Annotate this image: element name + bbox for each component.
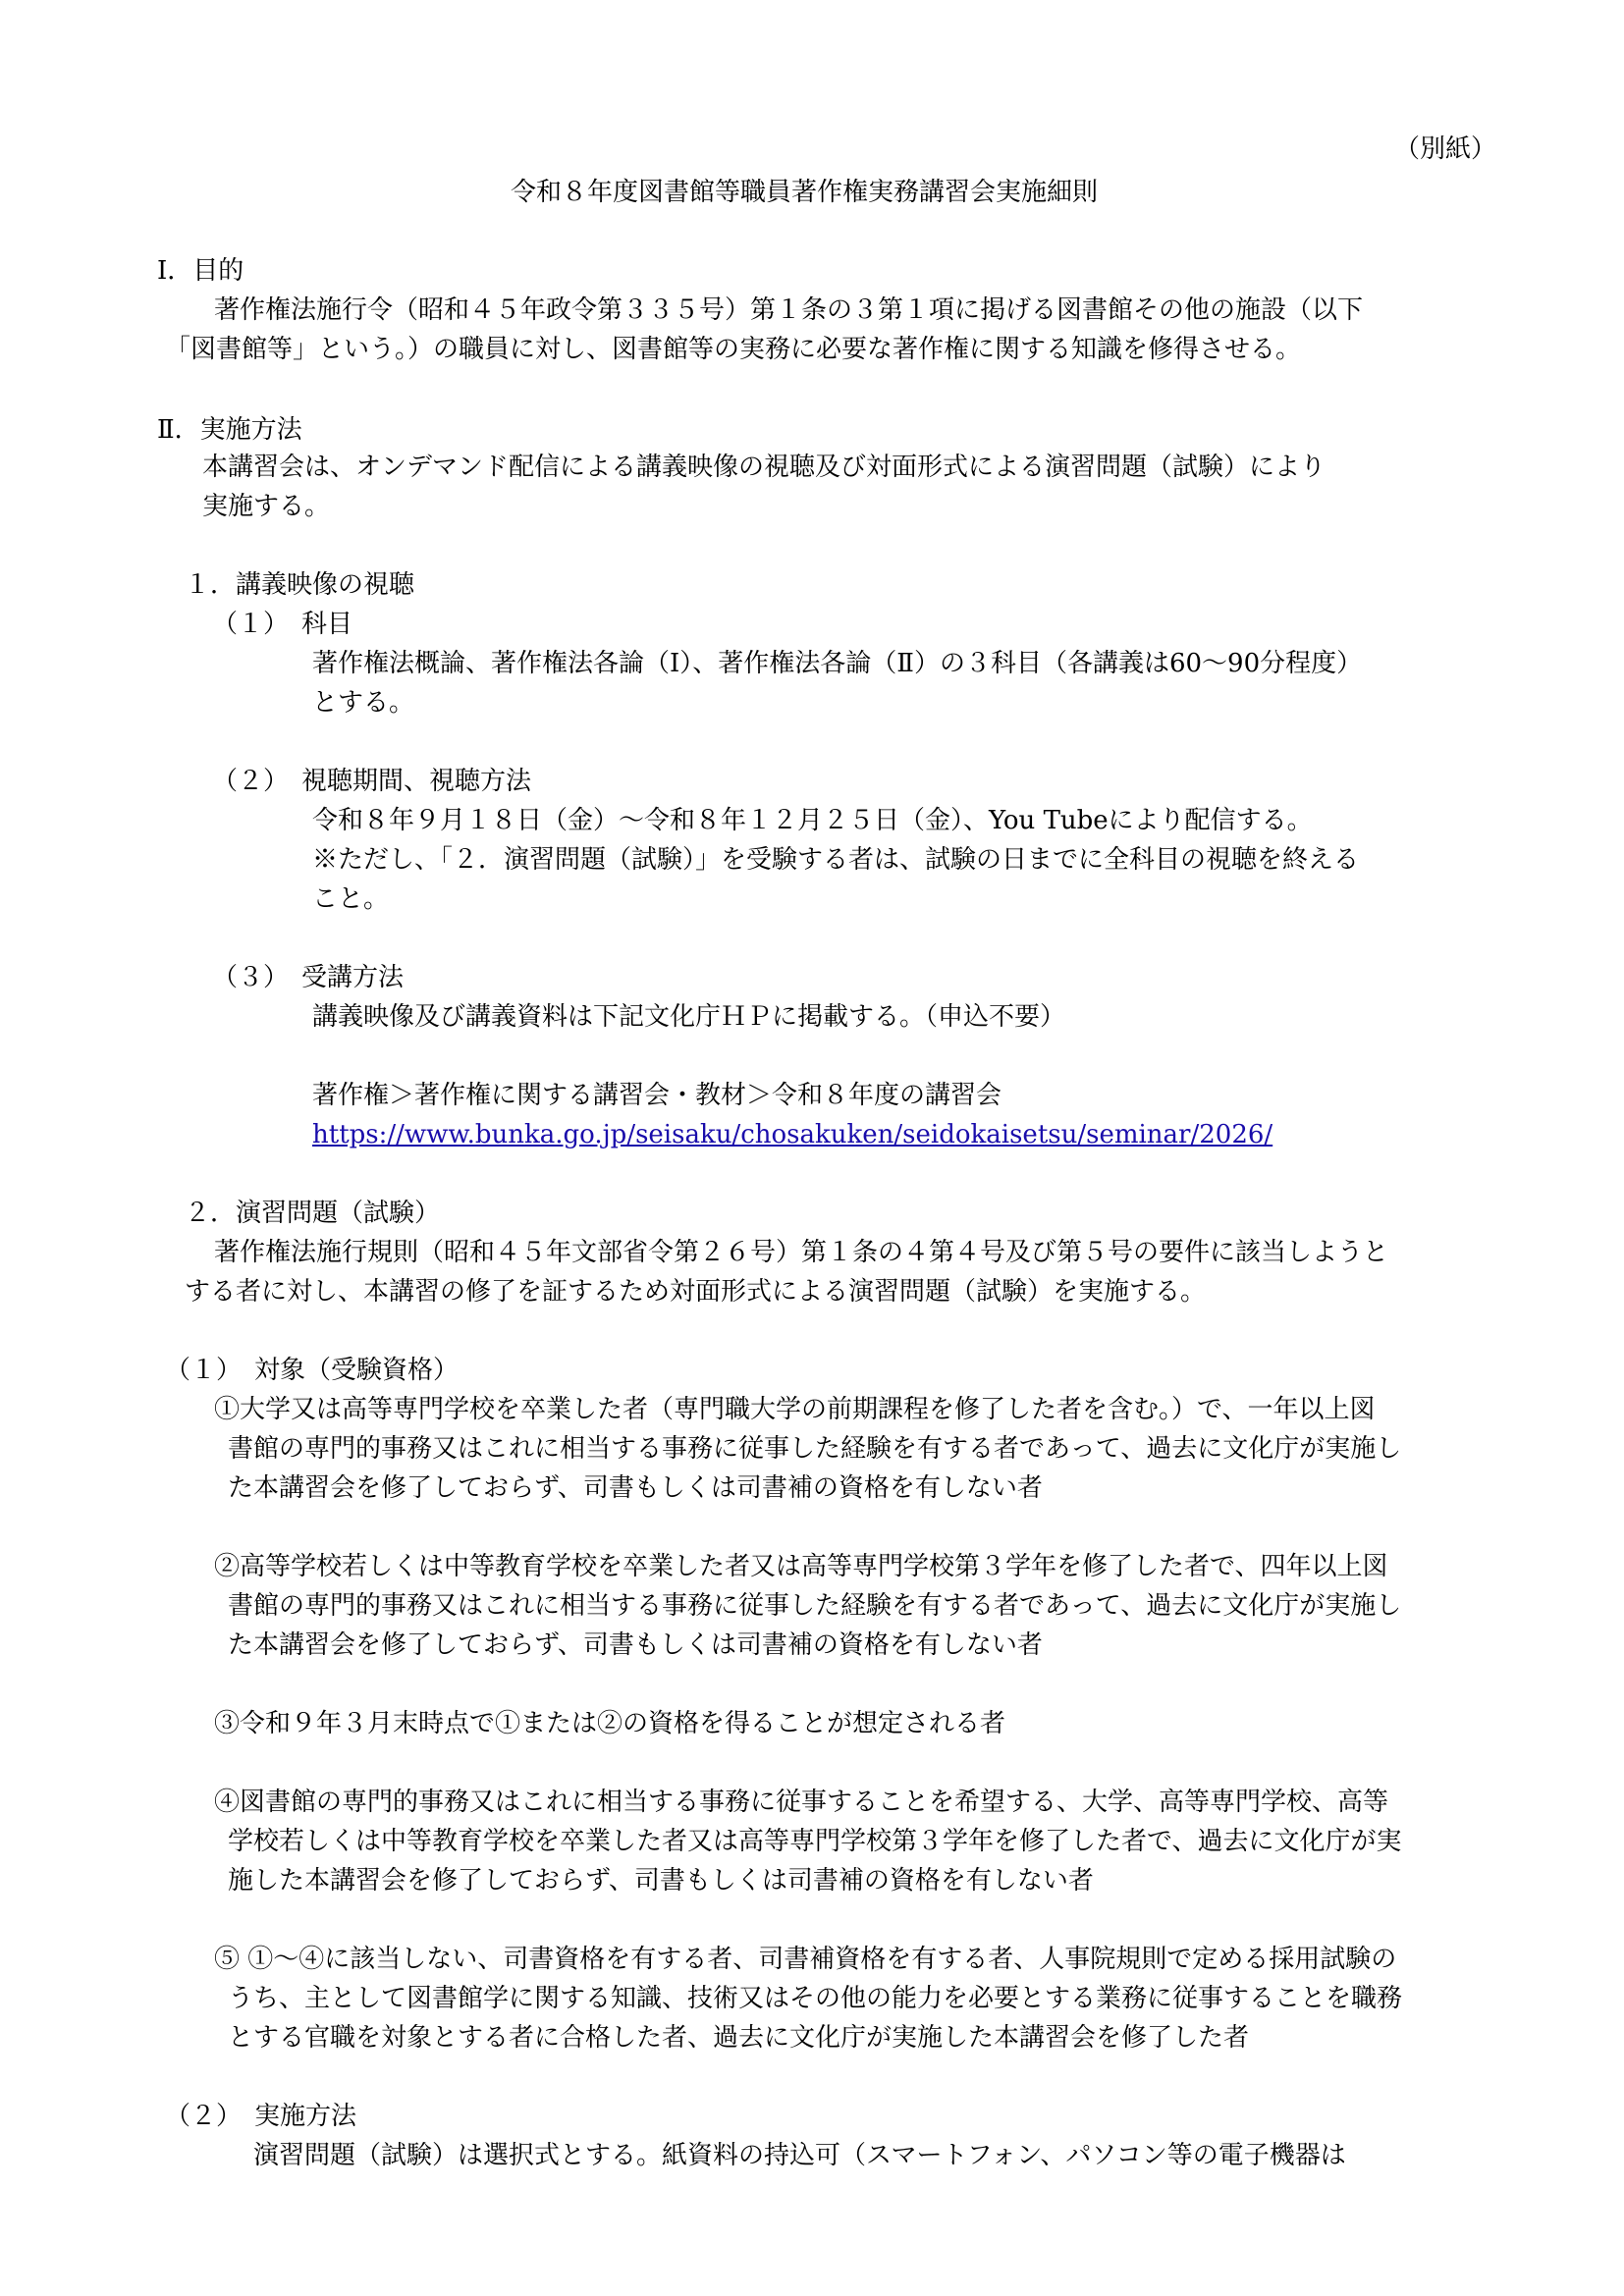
item-1-text: 著作権法概論、著作権法各論（Ⅰ）、著作権法各論（Ⅱ）の３科目（各講義は60～90分程度） — [312, 649, 1363, 678]
section-1-heading: Ⅰ．目的 — [157, 256, 244, 286]
eligibility-item: 学校若しくは中等教育学校を卒業した者又は高等専門学校第３学年を修了した者で、過去に文化庁が実 — [228, 1827, 1402, 1856]
section-1-text: 「図書館等」という。）の職員に対し、図書館等の実務に必要な著作権に関する知識を修得させる。 — [165, 335, 1302, 364]
eligibility-label: （１） 対象（受験資格） — [165, 1356, 460, 1385]
bunka-url-link[interactable]: https://www.bunka.go.jp/seisaku/chosakuken/seidokaisetsu/seminar/2026/ — [312, 1120, 1273, 1149]
eligibility-item: ⑤ ①～④に該当しない、司書資格を有する者、司書補資格を有する者、人事院規則で定める採用試験の — [214, 1945, 1397, 1974]
method-label: （２） 実施方法 — [165, 2102, 357, 2131]
item-2-note: ※ただし、「２．演習問題（試験）」を受験する者は、試験の日までに全科目の視聴を終える — [312, 845, 1360, 875]
section-2-text: 本講習会は、オンデマンド配信による講義映像の視聴及び対面形式による演習問題（試験）により — [202, 453, 1326, 482]
item-2-text: 令和８年９月１８日（金）～令和８年１２月２５日（金）、You Tubeにより配信する。 — [312, 806, 1313, 835]
eligibility-item: た本講習会を修了しておらず、司書もしくは司書補の資格を有しない者 — [228, 1630, 1043, 1660]
eligibility-item: ②高等学校若しくは中等教育学校を卒業した者又は高等専門学校第３学年を修了した者で、四年以上図 — [214, 1552, 1388, 1581]
section-2-heading: Ⅱ．実施方法 — [157, 415, 302, 445]
eligibility-item: ①大学又は高等専門学校を卒業した者（専門職大学の前期課程を修了した者を含む。）で、一年以上図 — [214, 1395, 1376, 1424]
eligibility-item: 施した本講習会を修了しておらず、司書もしくは司書補の資格を有しない者 — [228, 1866, 1094, 1896]
part-2-text: 著作権法施行規則（昭和４５年文部省令第２６号）第１条の４第４号及び第５号の要件に該当しようと — [214, 1238, 1389, 1267]
part-2-text: する者に対し、本講習の修了を証するため対面形式による演習問題（試験）を実施する。 — [185, 1277, 1207, 1307]
item-3-text: 講義映像及び講義資料は下記文化庁ＨＰに掲載する。（申込不要） — [312, 1002, 1066, 1032]
eligibility-item: うち、主として図書館学に関する知識、技術又はその他の能力を必要とする業務に従事することを職務 — [228, 1984, 1403, 2013]
method-text: 演習問題（試験）は選択式とする。紙資料の持込可（スマートフォン、パソコン等の電子機器は — [253, 2141, 1346, 2170]
section-2-text: 実施する。 — [202, 492, 331, 521]
item-3-label: （３） 受講方法 — [212, 963, 405, 992]
item-1-label: （１） 科目 — [212, 610, 353, 639]
item-2-note: こと。 — [312, 884, 390, 914]
part-1-heading: １．講義映像の視聴 — [185, 570, 415, 600]
part-2-heading: ２．演習問題（試験） — [185, 1199, 441, 1228]
eligibility-item: とする官職を対象とする者に合格した者、過去に文化庁が実施した本講習会を修了した者 — [228, 2023, 1250, 2053]
eligibility-item: 書館の専門的事務又はこれに相当する事務に従事した経験を有する者であって、過去に文化庁が実施し — [228, 1434, 1402, 1464]
eligibility-item: 書館の専門的事務又はこれに相当する事務に従事した経験を有する者であって、過去に文化庁が実施し — [228, 1591, 1402, 1621]
attachment-label: （別紙） — [1394, 134, 1497, 164]
item-2-label: （２） 視聴期間、視聴方法 — [212, 767, 532, 796]
breadcrumb: 著作権＞著作権に関する講習会・教材＞令和８年度の講習会 — [312, 1081, 1002, 1110]
section-1-text: 著作権法施行令（昭和４５年政令第３３５号）第１条の３第１項に掲げる図書館その他の施設（以下 — [214, 295, 1364, 325]
eligibility-item: ③令和９年３月末時点で①または②の資格を得ることが想定される者 — [214, 1709, 1006, 1738]
eligibility-item: た本講習会を修了しておらず、司書もしくは司書補の資格を有しない者 — [228, 1473, 1043, 1503]
item-1-text: とする。 — [312, 688, 415, 718]
document-title: 令和８年度図書館等職員著作権実務講習会実施細則 — [511, 178, 1099, 207]
eligibility-item: ④図書館の専門的事務又はこれに相当する事務に従事することを希望する、大学、高等専門学校、高等 — [214, 1788, 1389, 1817]
